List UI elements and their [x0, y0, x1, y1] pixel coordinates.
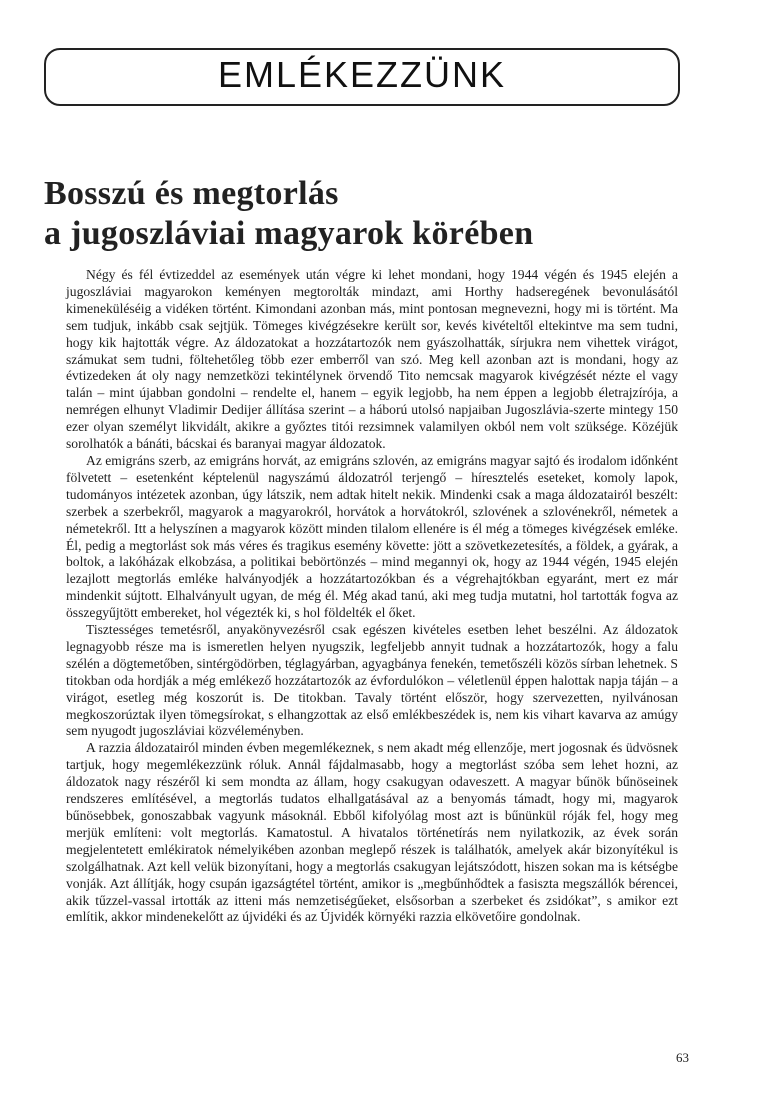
paragraph-4: A razzia áldozatairól minden évben megemlékeznek, s nem akadt még ellenzője, mert jogosnak és üdvösnek tartjuk, hogy megemlékezzünk róluk. Annál fájdalmasabb, hogy a megtorlást szóba sem lehet hozni, az áldozatok nagy részéről ki sem mondta az állam, hogy csakugyan odaveszett. A magyar bűnök bűnöseinek rendszeres említésével, a megtorlás tudatos elhallgatásával az a benyomás támadt, hogy mi, magyarok bűnösebbek, gonoszabbak vagyunk másoknál. Ebből kifolyólag most azt is bűnünkül róják fel, hogy meg merjük említeni: volt megtorlás. Kamatostul. A hivatalos történetírás nem nyilatkozik, az évek során megjelentetett emlékiratok némelyikében azonban meglepő részek is találhatók, amelyek akár bizonyítékul is szolgálhatnak. Azt kell velük bizonyítani, hogy a megtorlás csakugyan lejátszódott, hiszen sokan ma is kétségbe vonják. Azt állítják, hogy csupán igazságtétel történt, amikor is „megbűnhődtek a fasiszta megszállók bérencei, akik tűzzel-vassal irtották az itteni más nemzetiségűeket, elsősorban a szerbeket és zsidókat”, s amikor ezt említik, akkor mindenekelőtt az újvidéki és az Újvidék környéki razzia elkövetőire gondolnak. — [66, 740, 678, 925]
paragraph-1: Négy és fél évtizeddel az események után végre ki lehet mondani, hogy 1944 végén és 1945 elején a jugoszláviai magyarokon keményen megtorolták mindazt, ami Horthy hadseregének bevonulásától kimeneküléséig a vidéken történt. Kimondani azonban más, mint pontosan megnevezni, hogy mi is történt. Ma sem tudjuk, inkább csak sejtjük. Tömeges kivégzésekre került sor, kevés kivételtől eltekintve ma sem tudni, hogy kik hajtották végre. Az áldozatokat a hozzátartozók nem gyászolhatták, sírjukra nem vihettek virágot, számukat sem tudni, föltehetőleg több ezer emberről van szó. Meg kell azonban azt is mondani, hogy az évtizedeken át oly nagy nemzetközi tekintélynek örvendő Tito nemcsak magyarok kivégzését nézte el vagy talán – mint újabban gondolni – rendelte el, hanem – egyik legjobb, ha nem éppen a legjobb életrajzírója, a nemrégen elhunyt Vladimir Dedijer állítása szerint – a háború utolsó napjaiban Jugoszlávia-szerte mintegy 150 ezer olyan személyt likvidált, akikre a győztes titói rezsimnek valamilyen okból nem volt szüksége. Közéjük sorolhatók a bánáti, bácskai és baranyai magyar áldozatok. — [66, 267, 678, 452]
section-banner-title: EMLÉKEZZÜNK — [217, 54, 507, 95]
paragraph-3: Tisztességes temetésről, anyakönyvezésről csak egészen kivételes esetben lehet beszélni. Az áldozatok legnagyobb része ma is ismeretlen helyen nyugszik, legfeljebb annyit tudnak a hozzátartozók, hogy a falu szélén a dögtemetőben, sintérgödörben, téglagyárban, agyagbánya fenekén, temetőszéli közös sírban lehetnek. S titokban oda hordják a még emlékező hozzátartozók az évfordulókon – véletlenül éppen halottak napja táján – a virágot, esetleg még koszorút is. De titokban. Tavaly történt először, hogy szervezetten, nyilvánosan megkoszorúztak ilyen tömegsírokat, s elhangzottak az első emlékbeszédek is, nem kis vihart kavarva az amúgy sem nyugodt jugoszláviai közvéleményben. — [66, 622, 678, 739]
article-title-line-1: Bosszú és megtorlás — [44, 175, 339, 212]
section-banner — [44, 48, 680, 106]
article-body — [66, 267, 678, 926]
article-title-line-2: a jugoszláviai magyarok körében — [44, 215, 534, 252]
paragraph-2: Az emigráns szerb, az emigráns horvát, az emigráns szlovén, az emigráns magyar sajtó és irodalom időnként fölvetett – esetenként képtelenül nagyszámú áldozatról terjengő – híresztelés eseteket, komoly lapok, tudományos intézetek azonban, úgy látszik, nem adtak hitelt nekik. Mindenki csak a maga áldozatairól beszélt: szerbek a szerbekről, magyarok a magyarokról, horvátok a horvátokról, szlovének a szlovénekről, németek a németekről. Itt a helyszínen a magyarok között minden tilalom ellenére is él még a tömeges kivégzések emléke. Él, pedig a megtorlást sok más véres és tragikus esemény követte: jött a szövetkezetesítés, a földek, a gyárak, a boltok, a lakóházak elkobzása, a politikai bebörtönzés – mind megannyi ok, hogy az 1944 végén, 1945 elején lezajlott megtorlás emléke halványodjék a hozzátartozókban és a végrehajtókban egyaránt, mert ez már mindenkit sújtott. Elhalványult ugyan, de még él. Még akad tanú, aki meg tudja mutatni, hol tartották fogva az összegyűjtött embereket, hol végezték ki, s hol földelték el őket. — [66, 452, 678, 621]
article-title — [44, 174, 704, 254]
page-number: 63 — [676, 1050, 689, 1065]
